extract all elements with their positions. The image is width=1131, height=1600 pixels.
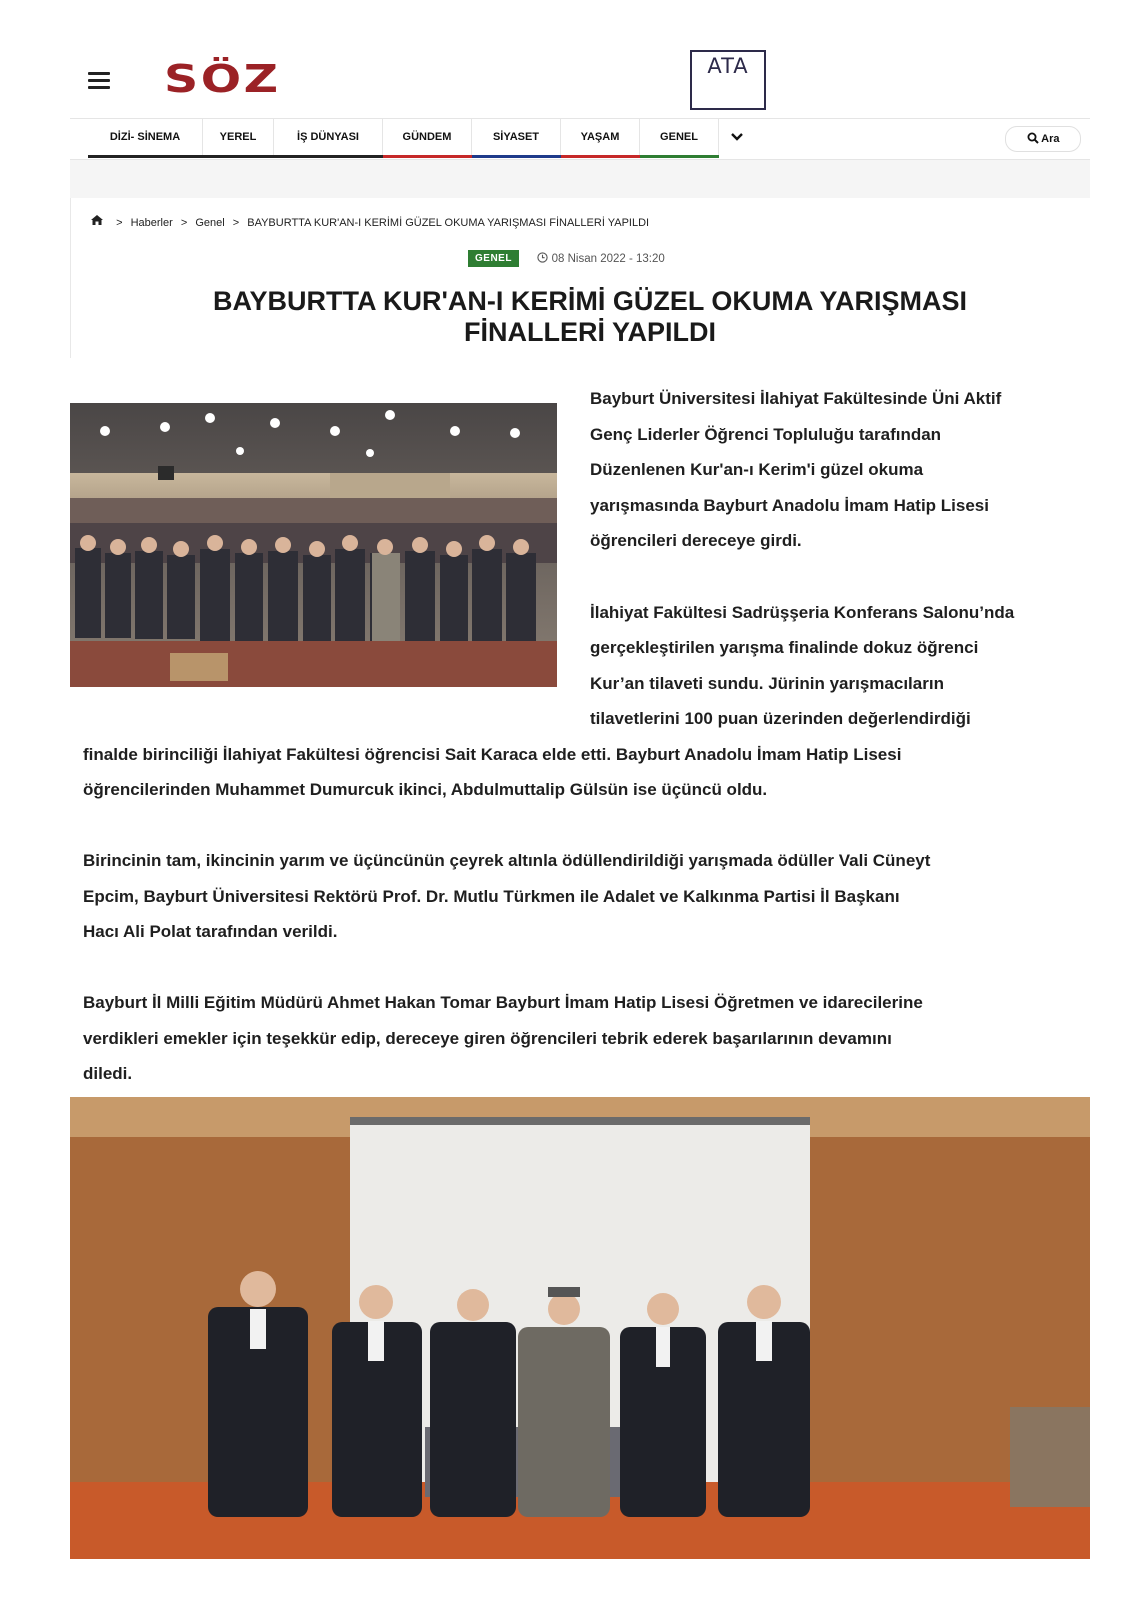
article-line: Bayburt Üniversitesi İlahiyat Fakültesinde Üni Aktif xyxy=(590,389,1002,408)
article-line: gerçekleştirilen yarışma finalinde dokuz öğrenci xyxy=(590,638,979,657)
nav-item-siyaset[interactable]: SİYASET xyxy=(472,119,561,156)
hamburger-icon xyxy=(88,72,110,75)
nav-item-yasam[interactable]: YAŞAM xyxy=(561,119,640,156)
ad-band xyxy=(70,160,1090,198)
article-line: öğrencilerinden Muhammet Dumurcuk ikinci, Abdulmuttalip Gülsün ise üçüncü oldu. xyxy=(83,780,768,799)
nav-underline xyxy=(203,155,274,158)
breadcrumb-genel[interactable]: Genel xyxy=(195,217,225,229)
article-line: finalde birinciliği İlahiyat Fakültesi öğrencisi Sait Karaca elde etti. Bayburt Anadolu İmam Hatip Lisesi xyxy=(83,745,902,764)
nav-item-is-dunyasi[interactable]: İŞ DÜNYASI xyxy=(274,119,383,156)
title-line-2: FİNALLERİ YAPILDI xyxy=(463,317,717,347)
publish-date xyxy=(537,252,664,265)
title-line-1: BAYBURTTA KUR'AN-I KERİMİ GÜZEL OKUMA YARIŞMASI xyxy=(213,286,967,316)
article-line: öğrencileri dereceye girdi. xyxy=(590,531,802,550)
date-text: 08 Nisan 2022 - 13:20 xyxy=(551,253,665,266)
nav-underline xyxy=(88,155,203,158)
clock-icon xyxy=(537,252,548,263)
nav-underline xyxy=(383,155,472,158)
article-line: verdikleri emekler için teşekkür edip, dereceye giren öğrencileri tebrik ederek başarılarının devamını xyxy=(83,1029,892,1048)
nav-item-dizi-sinema[interactable]: DİZİ- SİNEMA xyxy=(88,119,203,156)
search-label: Ara xyxy=(1041,133,1060,145)
audience-photo[interactable] xyxy=(70,403,557,687)
nav-underline xyxy=(274,155,383,158)
hamburger-menu-button[interactable] xyxy=(88,72,110,90)
nav-item-genel[interactable]: GENEL xyxy=(640,119,719,156)
article-line: Genç Liderler Öğrenci Topluluğu tarafından xyxy=(590,425,942,444)
breadcrumb-haberler[interactable]: Haberler xyxy=(130,217,173,229)
breadcrumb: > Haberler > Genel > BAYBURTTA KUR'AN-I KERİMİ GÜZEL OKUMA YARIŞMASI FİNALLERİ YAPILDI xyxy=(90,214,649,229)
home-icon[interactable] xyxy=(90,214,104,229)
nav-underline xyxy=(640,155,719,158)
article-title xyxy=(90,286,1090,348)
award-ceremony-photo[interactable] xyxy=(70,1097,1090,1559)
nav-more-button[interactable] xyxy=(730,129,744,145)
nav-item-gundem[interactable]: GÜNDEM xyxy=(383,119,472,156)
main-nav xyxy=(70,118,1090,160)
article-line: Kur’an tilaveti sundu. Jürinin yarışmacıların xyxy=(590,674,944,693)
article-line: tilavetlerini 100 puan üzerinden değerlendirdiği xyxy=(590,709,971,728)
partner-logo[interactable] xyxy=(690,50,766,110)
article-line: Birincinin tam, ikincinin yarım ve üçüncünün çeyrek altınla ödüllendirildiği yarışmada ödüller Vali Cüneyt xyxy=(83,851,931,870)
search-button[interactable] xyxy=(1005,126,1081,152)
search-icon xyxy=(1027,132,1039,144)
article-line: İlahiyat Fakültesi Sadrüşşeria Konferans Salonu’nda xyxy=(590,603,1015,622)
chevron-down-icon xyxy=(730,132,744,142)
nav-underline xyxy=(472,155,561,158)
article-line: Hacı Ali Polat tarafından verildi. xyxy=(83,922,338,941)
category-badge[interactable]: GENEL xyxy=(468,250,519,267)
divider xyxy=(70,198,71,358)
nav-underline xyxy=(561,155,640,158)
partner-logo-text: ATA xyxy=(707,54,749,78)
article-line: diledi. xyxy=(83,1064,133,1083)
article-line: Düzenlenen Kur'an-ı Kerim'i güzel okuma xyxy=(590,460,924,479)
nav-item-yerel[interactable]: YEREL xyxy=(203,119,274,156)
article-line: Bayburt İl Milli Eğitim Müdürü Ahmet Hakan Tomar Bayburt İmam Hatip Lisesi Öğretmen ve idarecilerine xyxy=(83,993,923,1012)
breadcrumb-current: BAYBURTTA KUR'AN-I KERİMİ GÜZEL OKUMA YARIŞMASI FİNALLERİ YAPILDI xyxy=(247,217,650,229)
article-line: yarışmasında Bayburt Anadolu İmam Hatip Lisesi xyxy=(590,496,989,515)
site-logo[interactable]: SÖZ xyxy=(164,57,281,101)
article-meta xyxy=(468,250,665,270)
article-line: Epcim, Bayburt Üniversitesi Rektörü Prof. Dr. Mutlu Türkmen ile Adalet ve Kalkınma Partisi İl Başkanı xyxy=(83,887,900,906)
